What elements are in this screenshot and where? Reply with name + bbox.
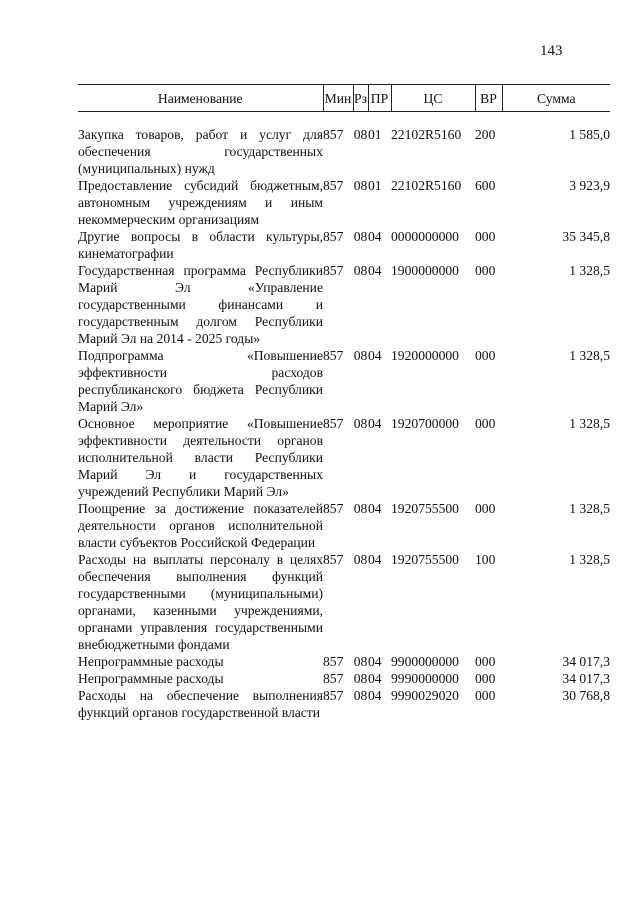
row-sum: 1 328,5 [569,416,610,431]
header-gap [78,112,610,127]
row-rz: 08 [353,552,368,567]
header-vr: ВР [475,85,502,112]
table-row [78,551,610,653]
row-cs: 9990000000 [391,671,459,686]
row-vr: 000 [475,671,496,686]
row-rz: 08 [353,416,368,431]
header-sum: Сумма [502,85,610,112]
row-pr: 04 [368,229,382,244]
row-name: Расходы на обеспечение выполнения функций органов государственной власти [78,688,323,720]
row-min: 857 [323,348,344,363]
row-cs: 22102R5160 [391,178,462,193]
row-rz: 08 [353,127,368,142]
row-name: Закупка товаров, работ и услуг для обеспечения государственных (муниципальных) нужд [78,127,323,176]
table-row [78,415,610,500]
row-sum: 1 328,5 [569,501,610,516]
row-sum: 1 585,0 [569,127,610,142]
row-name: Предоставление субсидий бюджетным, автономным учреждениям и иным некоммерческим организациям [78,178,323,227]
row-sum: 1 328,5 [569,552,610,567]
row-vr: 000 [475,688,496,703]
row-cs: 1900000000 [391,263,459,278]
table-row [78,228,610,262]
row-pr: 01 [368,127,382,142]
row-name: Расходы на выплаты персоналу в целях обеспечения выполнения функций государственными (муниципальными) органами, казенными учреждениями, органами управления государственными внебюджетными фондами [78,552,323,652]
row-min: 857 [323,688,344,703]
row-rz: 08 [353,178,368,193]
row-vr: 100 [475,552,496,567]
row-rz: 08 [353,671,368,686]
row-vr: 200 [475,127,496,142]
table-row [78,126,610,177]
table-row [78,653,610,670]
row-rz: 08 [353,263,368,278]
row-rz: 08 [353,348,368,363]
row-name: Непрограммные расходы [78,654,224,669]
header-min: Мин [323,85,353,112]
row-pr: 04 [368,348,382,363]
row-pr: 04 [368,688,382,703]
row-min: 857 [323,127,344,142]
row-min: 857 [323,501,344,516]
row-rz: 08 [353,688,368,703]
header-cs: ЦС [391,85,475,112]
row-pr: 04 [368,263,382,278]
header-pr: ПР [368,85,391,112]
table-row [78,687,610,721]
row-cs: 22102R5160 [391,127,462,142]
budget-table [78,84,610,721]
row-vr: 000 [475,263,496,278]
row-cs: 1920755500 [391,552,459,567]
row-sum: 34 017,3 [562,654,610,669]
row-name: Поощрение за достижение показателей деятельности органов исполнительной власти субъектов Российской Федерации [78,501,323,550]
row-rz: 08 [353,501,368,516]
row-pr: 04 [368,501,382,516]
row-sum: 34 017,3 [562,671,610,686]
row-name: Подпрограмма «Повышение эффективности расходов республиканского бюджета Республики Марий Эл» [78,348,323,414]
row-sum: 1 328,5 [569,348,610,363]
row-min: 857 [323,178,344,193]
row-min: 857 [323,552,344,567]
row-min: 857 [323,416,344,431]
row-vr: 000 [475,348,496,363]
row-name: Государственная программа Республики Марий Эл «Управление государственными финансами и государственным долгом Республики Марий Эл на 2014 - 2025 годы» [78,263,323,346]
table-row [78,500,610,551]
row-pr: 01 [368,178,382,193]
row-vr: 600 [475,178,496,193]
row-vr: 000 [475,416,496,431]
table-row [78,262,610,347]
row-min: 857 [323,229,344,244]
page-number: 143 [540,43,563,59]
row-sum: 3 923,9 [569,178,610,193]
row-cs: 1920755500 [391,501,459,516]
row-min: 857 [323,263,344,278]
row-cs: 9900000000 [391,654,459,669]
row-pr: 04 [368,654,382,669]
header-rz: Рз [353,85,368,112]
row-cs: 9990029020 [391,688,459,703]
row-cs: 0000000000 [391,229,459,244]
header-name: Наименование [78,85,323,112]
row-sum: 1 328,5 [569,263,610,278]
row-sum: 35 345,8 [562,229,610,244]
row-name: Другие вопросы в области культуры, кинематографии [78,229,323,261]
row-rz: 08 [353,229,368,244]
row-name: Основное мероприятие «Повышение эффективности деятельности органов исполнительной власти Республики Марий Эл и государственных учреждений Республики Марий Эл» [78,416,323,499]
table-row [78,347,610,415]
row-min: 857 [323,671,344,686]
row-rz: 08 [353,654,368,669]
row-cs: 1920000000 [391,348,459,363]
table-row [78,670,610,687]
row-sum: 30 768,8 [562,688,610,703]
row-vr: 000 [475,501,496,516]
table-header-row [78,85,610,112]
row-pr: 04 [368,671,382,686]
row-name: Непрограммные расходы [78,671,224,686]
row-vr: 000 [475,654,496,669]
row-min: 857 [323,654,344,669]
row-vr: 000 [475,229,496,244]
table-row [78,177,610,228]
row-cs: 1920700000 [391,416,459,431]
row-pr: 04 [368,416,382,431]
row-pr: 04 [368,552,382,567]
